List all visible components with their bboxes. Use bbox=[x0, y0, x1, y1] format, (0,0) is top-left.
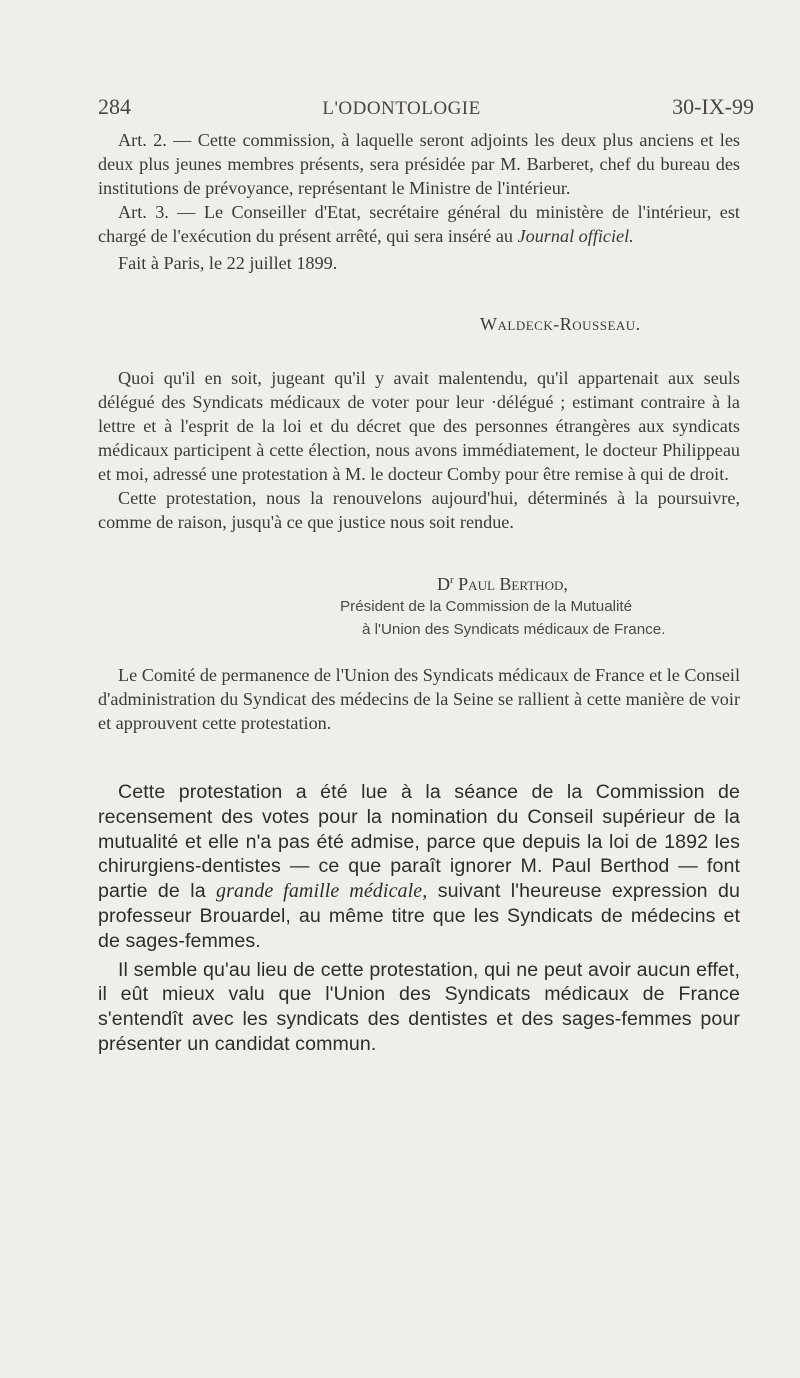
article-3 bbox=[98, 200, 740, 248]
protest-paragraph-2: Cette protestation, nous la renouvelons aujourd'hui, déterminés à la poursuivre, comme de raison, jusqu'à ce que justice nous soit rendue. bbox=[98, 488, 740, 532]
article-3-journal: Journal officiel. bbox=[517, 226, 634, 246]
commentary-paragraph-1 bbox=[98, 780, 740, 954]
commentary-1-text-b: suivant l'heureuse expression du professeur Brouardel, au même titre que les Syndicats de médecins et de sages-femmes. bbox=[98, 880, 740, 952]
committee-text bbox=[98, 663, 740, 735]
commentary-text bbox=[98, 780, 740, 1057]
committee-paragraph: Le Comité de permanence de l'Union des Syndicats médicaux de France et le Conseil d'administration du Syndicat des médecins de la Seine se rallient à cette manière de voir et approuvent cette protestation. bbox=[98, 665, 740, 733]
signature-prefix: D bbox=[437, 574, 450, 594]
signature-sup: r bbox=[450, 574, 454, 586]
protest-signature bbox=[437, 574, 568, 595]
decree-text bbox=[98, 128, 740, 275]
issue-date: 30-IX-99 bbox=[672, 94, 754, 119]
commentary-1-text-a: Cette protestation a été lue à la séance de la Commission de recensement des votes pour la nomination du Conseil supérieur de la mutualité et elle n'a pas été admise, parce que depuis la loi de 1892 les chirurgiens-dentistes — ce que paraît ignorer M. Paul Berthod — font partie de la bbox=[98, 781, 740, 903]
signature-name: Paul Berthod, bbox=[453, 574, 568, 594]
journal-title: L'ODONTOLOGIE bbox=[322, 98, 481, 119]
signature-title-line-2: à l'Union des Syndicats médicaux de France. bbox=[362, 621, 666, 638]
running-header bbox=[98, 94, 754, 120]
article-3-text: Art. 3. — Le Conseiller d'Etat, secrétaire général du ministère de l'intérieur, est chargé de l'exécution du présent arrêté, qui sera inséré au bbox=[98, 202, 740, 246]
commentary-paragraph-2: Il semble qu'au lieu de cette protestation, qui ne peut avoir aucun effet, il eût mieux valu que l'Union des Syndicats médicaux de France s'entendît avec les syndicats des dentistes et des sages-femmes pour présenter un candidat commun. bbox=[98, 958, 740, 1055]
commentary-1-italic: grande famille médicale, bbox=[216, 880, 428, 903]
protest-paragraph-1: Quoi qu'il en soit, jugeant qu'il y avait malentendu, qu'il appartenait aux seuls délégué des Syndicats médicaux de voter pour leur ·délégué ; estimant contraire à la lettre et à l'esprit de la loi et du décret que des personnes étrangères aux syndicats médicaux participent à cette élection, nous avons immédiatement, le docteur Philippeau et moi, adressé une protestation à M. le docteur Comby pour être remise à qui de droit. bbox=[98, 368, 740, 484]
page-number: 284 bbox=[98, 94, 131, 119]
protest-text bbox=[98, 366, 740, 534]
article-2: Art. 2. — Cette commission, à laquelle seront adjoints les deux plus anciens et les deux plus jeunes membres présents, sera présidée par M. Barberet, chef du bureau des institutions de prévoyance, représentant le Ministre de l'intérieur. bbox=[98, 130, 740, 198]
place-and-date: Fait à Paris, le 22 juillet 1899. bbox=[118, 253, 338, 273]
decree-signatory: Waldeck-Rousseau. bbox=[480, 314, 641, 334]
signature-title-line-1: Président de la Commission de la Mutualité bbox=[340, 598, 633, 615]
